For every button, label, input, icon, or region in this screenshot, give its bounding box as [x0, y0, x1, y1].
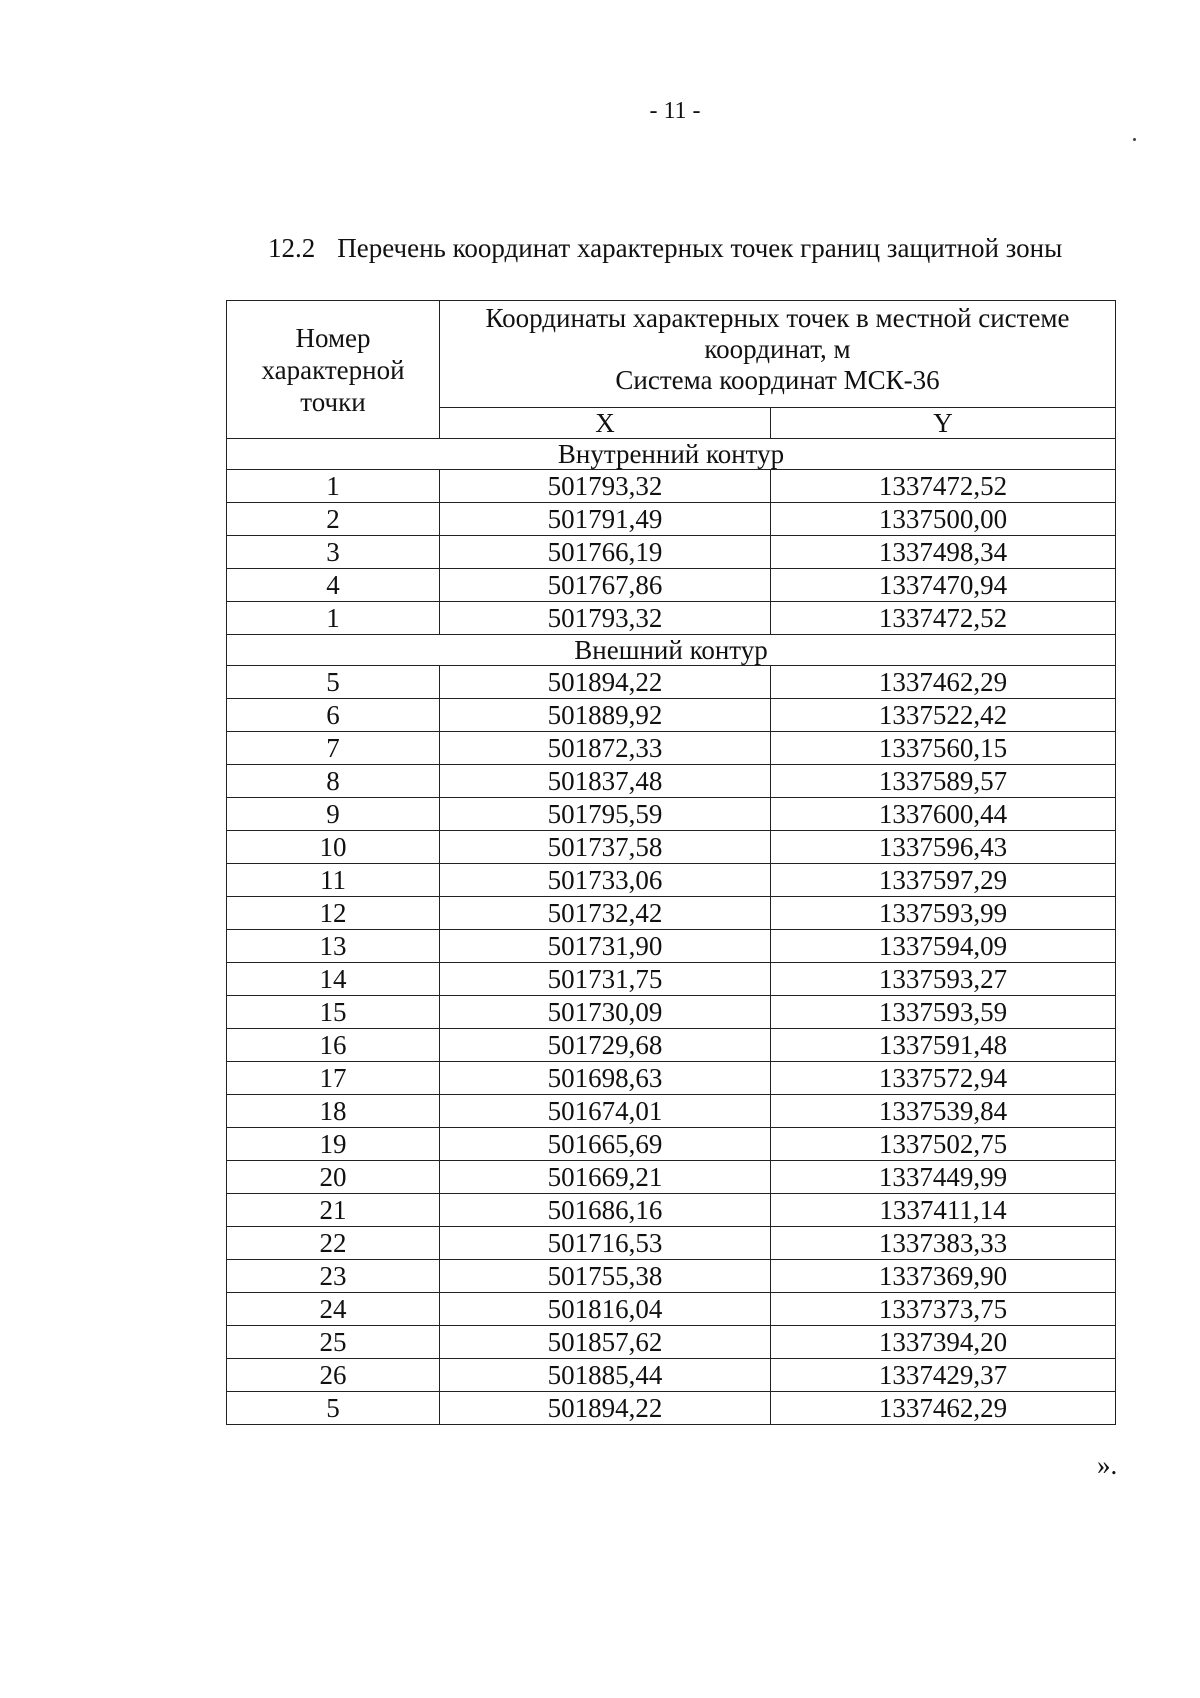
x-coordinate-cell: 501729,68	[440, 1029, 771, 1062]
point-number-cell: 10	[227, 831, 440, 864]
y-coordinate-cell: 1337596,43	[771, 831, 1116, 864]
point-number-cell: 1	[227, 602, 440, 635]
table-row	[227, 666, 1116, 699]
table-row	[227, 864, 1116, 897]
point-number-cell: 14	[227, 963, 440, 996]
y-coordinate-cell: 1337411,14	[771, 1194, 1116, 1227]
coordinates-table	[226, 300, 1116, 1425]
section-row	[227, 635, 1116, 666]
y-coordinate-cell: 1337470,94	[771, 569, 1116, 602]
point-number-cell: 18	[227, 1095, 440, 1128]
table-row	[227, 1029, 1116, 1062]
x-coordinate-cell: 501894,22	[440, 1392, 771, 1425]
point-number-cell: 15	[227, 996, 440, 1029]
x-coordinate-cell: 501669,21	[440, 1161, 771, 1194]
point-number-cell: 7	[227, 732, 440, 765]
point-number-cell: 26	[227, 1359, 440, 1392]
x-coordinate-cell: 501767,86	[440, 569, 771, 602]
point-number-cell: 11	[227, 864, 440, 897]
y-coordinate-cell: 1337572,94	[771, 1062, 1116, 1095]
table-row	[227, 470, 1116, 503]
table-row	[227, 1095, 1116, 1128]
table-row	[227, 831, 1116, 864]
table-body	[227, 439, 1116, 1425]
point-number-cell: 22	[227, 1227, 440, 1260]
section-heading: Внутренний контур	[227, 439, 1116, 470]
table-row	[227, 765, 1116, 798]
point-number-cell: 5	[227, 666, 440, 699]
page-number: - 11 -	[649, 98, 701, 124]
y-coordinate-cell: 1337593,27	[771, 963, 1116, 996]
point-number-cell: 16	[227, 1029, 440, 1062]
table-row	[227, 996, 1116, 1029]
table-row	[227, 1227, 1116, 1260]
scan-dot	[1133, 138, 1136, 141]
point-number-cell: 5	[227, 1392, 440, 1425]
x-coordinate-cell: 501793,32	[440, 602, 771, 635]
table-row	[227, 1326, 1116, 1359]
header-coordinates	[440, 301, 1116, 408]
table-row	[227, 569, 1116, 602]
x-coordinate-cell: 501698,63	[440, 1062, 771, 1095]
y-coordinate-cell: 1337500,00	[771, 503, 1116, 536]
x-coordinate-cell: 501791,49	[440, 503, 771, 536]
point-number-cell: 9	[227, 798, 440, 831]
table-row	[227, 1062, 1116, 1095]
x-coordinate-cell: 501731,75	[440, 963, 771, 996]
point-number-cell: 13	[227, 930, 440, 963]
y-coordinate-cell: 1337449,99	[771, 1161, 1116, 1194]
y-coordinate-cell: 1337560,15	[771, 732, 1116, 765]
header-y: Y	[771, 408, 1116, 439]
point-number-cell: 17	[227, 1062, 440, 1095]
x-coordinate-cell: 501665,69	[440, 1128, 771, 1161]
point-number-cell: 2	[227, 503, 440, 536]
y-coordinate-cell: 1337498,34	[771, 536, 1116, 569]
point-number-cell: 6	[227, 699, 440, 732]
x-coordinate-cell: 501755,38	[440, 1260, 771, 1293]
x-coordinate-cell: 501795,59	[440, 798, 771, 831]
point-number-cell: 1	[227, 470, 440, 503]
y-coordinate-cell: 1337369,90	[771, 1260, 1116, 1293]
y-coordinate-cell: 1337502,75	[771, 1128, 1116, 1161]
y-coordinate-cell: 1337539,84	[771, 1095, 1116, 1128]
y-coordinate-cell: 1337429,37	[771, 1359, 1116, 1392]
table-row	[227, 798, 1116, 831]
section-number: 12.2	[268, 233, 316, 263]
x-coordinate-cell: 501686,16	[440, 1194, 771, 1227]
table-row	[227, 1392, 1116, 1425]
y-coordinate-cell: 1337394,20	[771, 1326, 1116, 1359]
x-coordinate-cell: 501816,04	[440, 1293, 771, 1326]
header-coordinates-text: Координаты характерных точек в местной системе координат, м	[485, 303, 1070, 364]
x-coordinate-cell: 501731,90	[440, 930, 771, 963]
point-number-cell: 21	[227, 1194, 440, 1227]
x-coordinate-cell: 501793,32	[440, 470, 771, 503]
section-row	[227, 439, 1116, 470]
y-coordinate-cell: 1337472,52	[771, 470, 1116, 503]
x-coordinate-cell: 501674,01	[440, 1095, 771, 1128]
x-coordinate-cell: 501766,19	[440, 536, 771, 569]
y-coordinate-cell: 1337522,42	[771, 699, 1116, 732]
x-coordinate-cell: 501737,58	[440, 831, 771, 864]
x-coordinate-cell: 501894,22	[440, 666, 771, 699]
point-number-cell: 19	[227, 1128, 440, 1161]
x-coordinate-cell: 501716,53	[440, 1227, 771, 1260]
table-row	[227, 897, 1116, 930]
table-row	[227, 1194, 1116, 1227]
y-coordinate-cell: 1337462,29	[771, 1392, 1116, 1425]
point-number-cell: 3	[227, 536, 440, 569]
x-coordinate-cell: 501837,48	[440, 765, 771, 798]
x-coordinate-cell: 501730,09	[440, 996, 771, 1029]
y-coordinate-cell: 1337472,52	[771, 602, 1116, 635]
table-row	[227, 1293, 1116, 1326]
table-row	[227, 503, 1116, 536]
point-number-cell: 12	[227, 897, 440, 930]
x-coordinate-cell: 501733,06	[440, 864, 771, 897]
table-row	[227, 732, 1116, 765]
point-number-cell: 4	[227, 569, 440, 602]
section-heading: Внешний контур	[227, 635, 1116, 666]
table-row	[227, 963, 1116, 996]
x-coordinate-cell: 501732,42	[440, 897, 771, 930]
table-row	[227, 602, 1116, 635]
table-row	[227, 930, 1116, 963]
x-coordinate-cell: 501872,33	[440, 732, 771, 765]
y-coordinate-cell: 1337589,57	[771, 765, 1116, 798]
table-row	[227, 1161, 1116, 1194]
point-number-cell: 24	[227, 1293, 440, 1326]
point-number-cell: 25	[227, 1326, 440, 1359]
y-coordinate-cell: 1337383,33	[771, 1227, 1116, 1260]
y-coordinate-cell: 1337594,09	[771, 930, 1116, 963]
header-point-number: Номер характерной точки	[227, 301, 440, 439]
y-coordinate-cell: 1337593,59	[771, 996, 1116, 1029]
y-coordinate-cell: 1337600,44	[771, 798, 1116, 831]
y-coordinate-cell: 1337593,99	[771, 897, 1116, 930]
table-row	[227, 536, 1116, 569]
table-row	[227, 699, 1116, 732]
point-number-cell: 8	[227, 765, 440, 798]
x-coordinate-cell: 501857,62	[440, 1326, 771, 1359]
table-row	[227, 1359, 1116, 1392]
table-row	[227, 1260, 1116, 1293]
section-title	[268, 233, 1062, 264]
x-coordinate-cell: 501889,92	[440, 699, 771, 732]
point-number-cell: 23	[227, 1260, 440, 1293]
point-number-cell: 20	[227, 1161, 440, 1194]
y-coordinate-cell: 1337462,29	[771, 666, 1116, 699]
table-row	[227, 1128, 1116, 1161]
x-coordinate-cell: 501885,44	[440, 1359, 771, 1392]
closing-quote: ».	[1097, 1450, 1118, 1480]
section-title-text: Перечень координат характерных точек границ защитной зоны	[337, 233, 1063, 263]
y-coordinate-cell: 1337597,29	[771, 864, 1116, 897]
y-coordinate-cell: 1337591,48	[771, 1029, 1116, 1062]
header-x: X	[440, 408, 771, 439]
y-coordinate-cell: 1337373,75	[771, 1293, 1116, 1326]
header-coordinate-system: Система координат МСК-36	[615, 365, 940, 395]
